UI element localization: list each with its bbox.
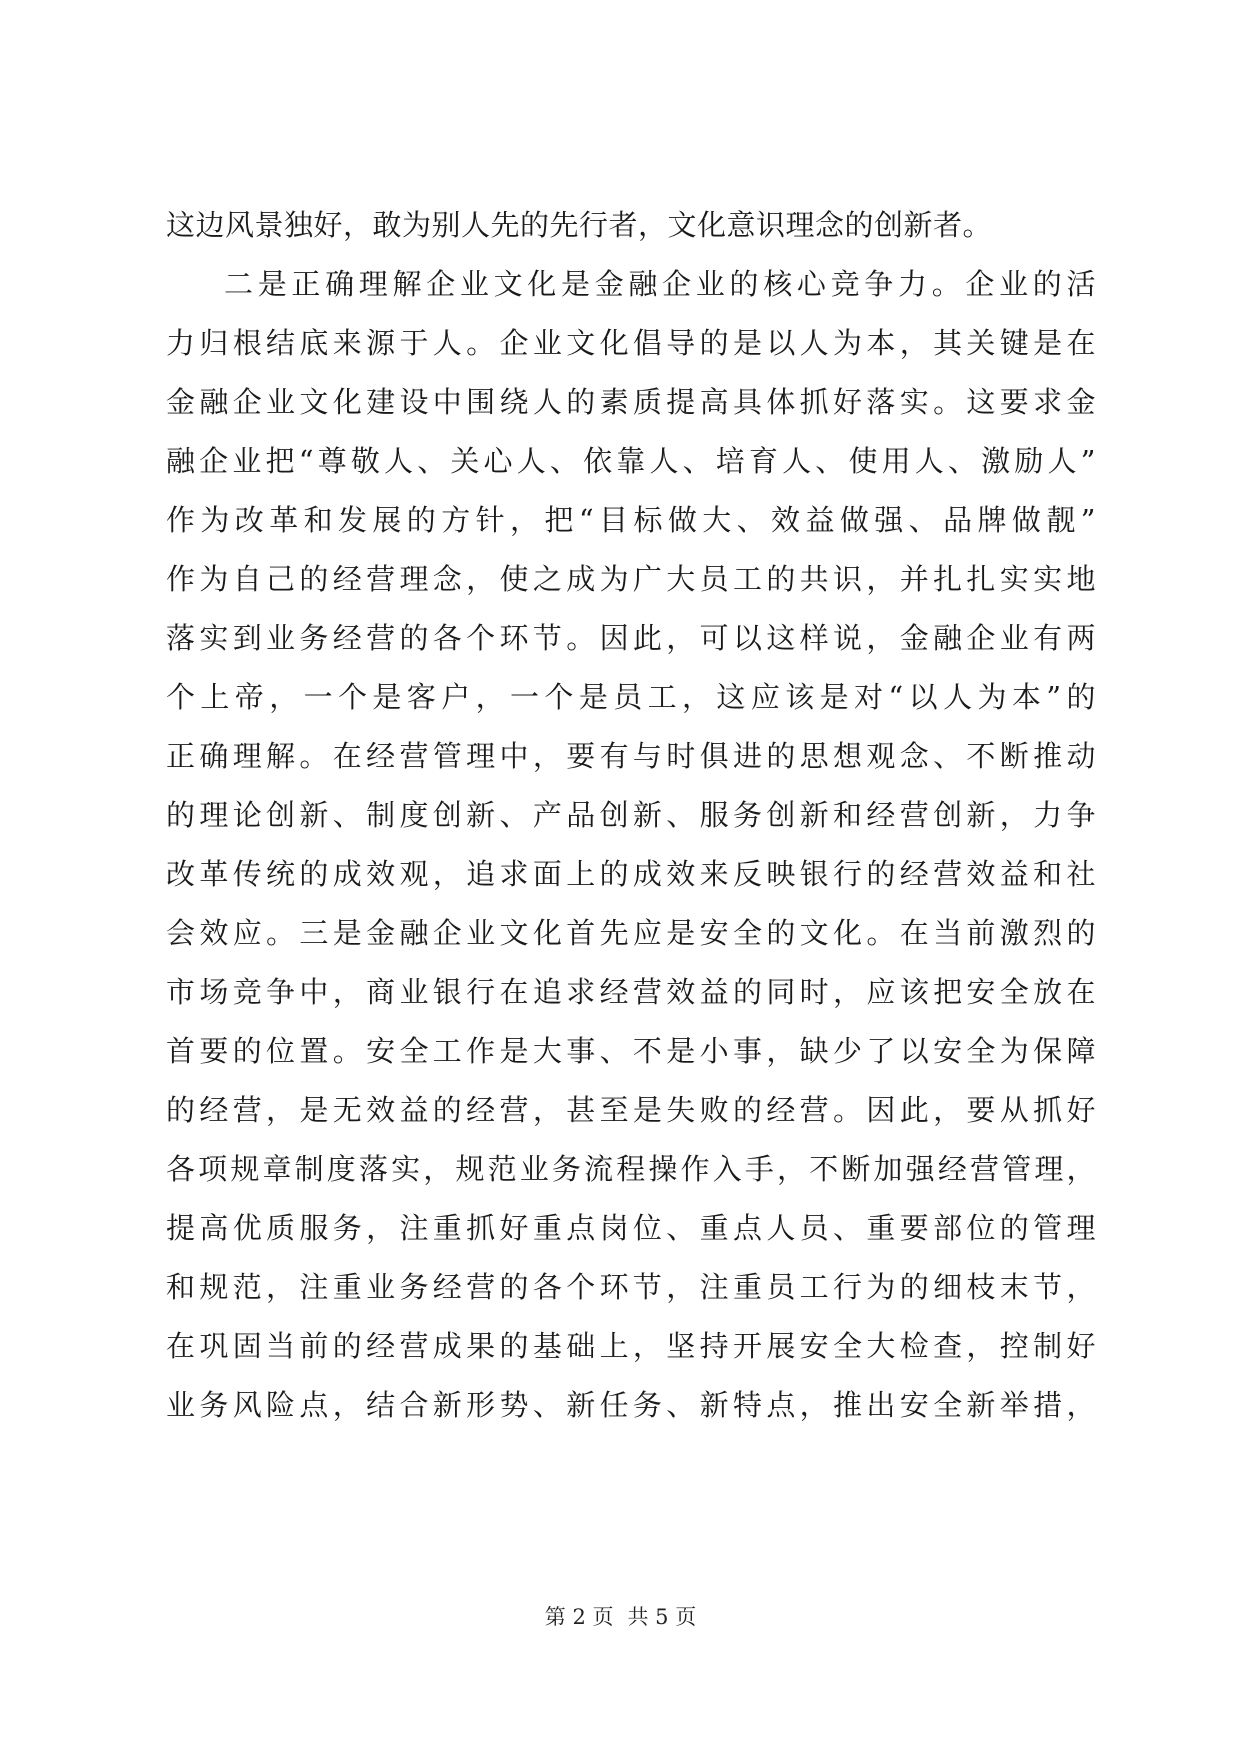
text-line: 市场竞争中，商业银行在追求经营效益的同时，应该把安全放在 bbox=[166, 975, 1096, 1009]
text-line: 提高优质服务，注重抓好重点岗位、重点人员、重要部位的管理 bbox=[166, 1211, 1096, 1245]
text-line: 和规范，注重业务经营的各个环节，注重员工行为的细枝末节， bbox=[166, 1270, 1096, 1304]
text-line: 作为改革和发展的方针，把“目标做大、效益做强、品牌做靓” bbox=[166, 503, 1096, 537]
text-line-paragraph-start: 二是正确理解企业文化是金融企业的核心竞争力。企业的活 bbox=[224, 267, 1096, 301]
body-text bbox=[166, 196, 1096, 1435]
text-line: 个上帝，一个是客户，一个是员工，这应该是对“以人为本”的 bbox=[166, 680, 1096, 714]
text-line: 在巩固当前的经营成果的基础上，坚持开展安全大检查，控制好 bbox=[166, 1329, 1096, 1363]
text-line: 力归根结底来源于人。企业文化倡导的是以人为本，其关键是在 bbox=[166, 326, 1096, 360]
text-line: 的理论创新、制度创新、产品创新、服务创新和经营创新，力争 bbox=[166, 798, 1096, 832]
text-line: 各项规章制度落实，规范业务流程操作入手，不断加强经营管理， bbox=[166, 1152, 1096, 1186]
text-line: 落实到业务经营的各个环节。因此，可以这样说，金融企业有两 bbox=[166, 621, 1096, 655]
text-line: 会效应。三是金融企业文化首先应是安全的文化。在当前激烈的 bbox=[166, 916, 1096, 950]
text-line: 的经营，是无效益的经营，甚至是失败的经营。因此，要从抓好 bbox=[166, 1093, 1096, 1127]
text-line: 业务风险点，结合新形势、新任务、新特点，推出安全新举措， bbox=[166, 1388, 1096, 1422]
text-line: 融企业把“尊敬人、关心人、依靠人、培育人、使用人、激励人” bbox=[166, 444, 1096, 478]
text-line: 作为自己的经营理念，使之成为广大员工的共识，并扎扎实实地 bbox=[166, 562, 1096, 596]
text-line: 首要的位置。安全工作是大事、不是小事，缺少了以安全为保障 bbox=[166, 1034, 1096, 1068]
text-line: 金融企业文化建设中围绕人的素质提高具体抓好落实。这要求金 bbox=[166, 385, 1096, 419]
page-number-total: 共 5 页 bbox=[627, 1605, 697, 1629]
text-line: 这边风景独好，敢为别人先的先行者，文化意识理念的创新者。 bbox=[166, 208, 993, 242]
text-line: 改革传统的成效观，追求面上的成效来反映银行的经营效益和社 bbox=[166, 857, 1096, 891]
text-line: 正确理解。在经营管理中，要有与时俱进的思想观念、不断推动 bbox=[166, 739, 1096, 773]
page-footer bbox=[0, 1602, 1241, 1632]
page-number-current: 第 2 页 bbox=[544, 1605, 614, 1629]
